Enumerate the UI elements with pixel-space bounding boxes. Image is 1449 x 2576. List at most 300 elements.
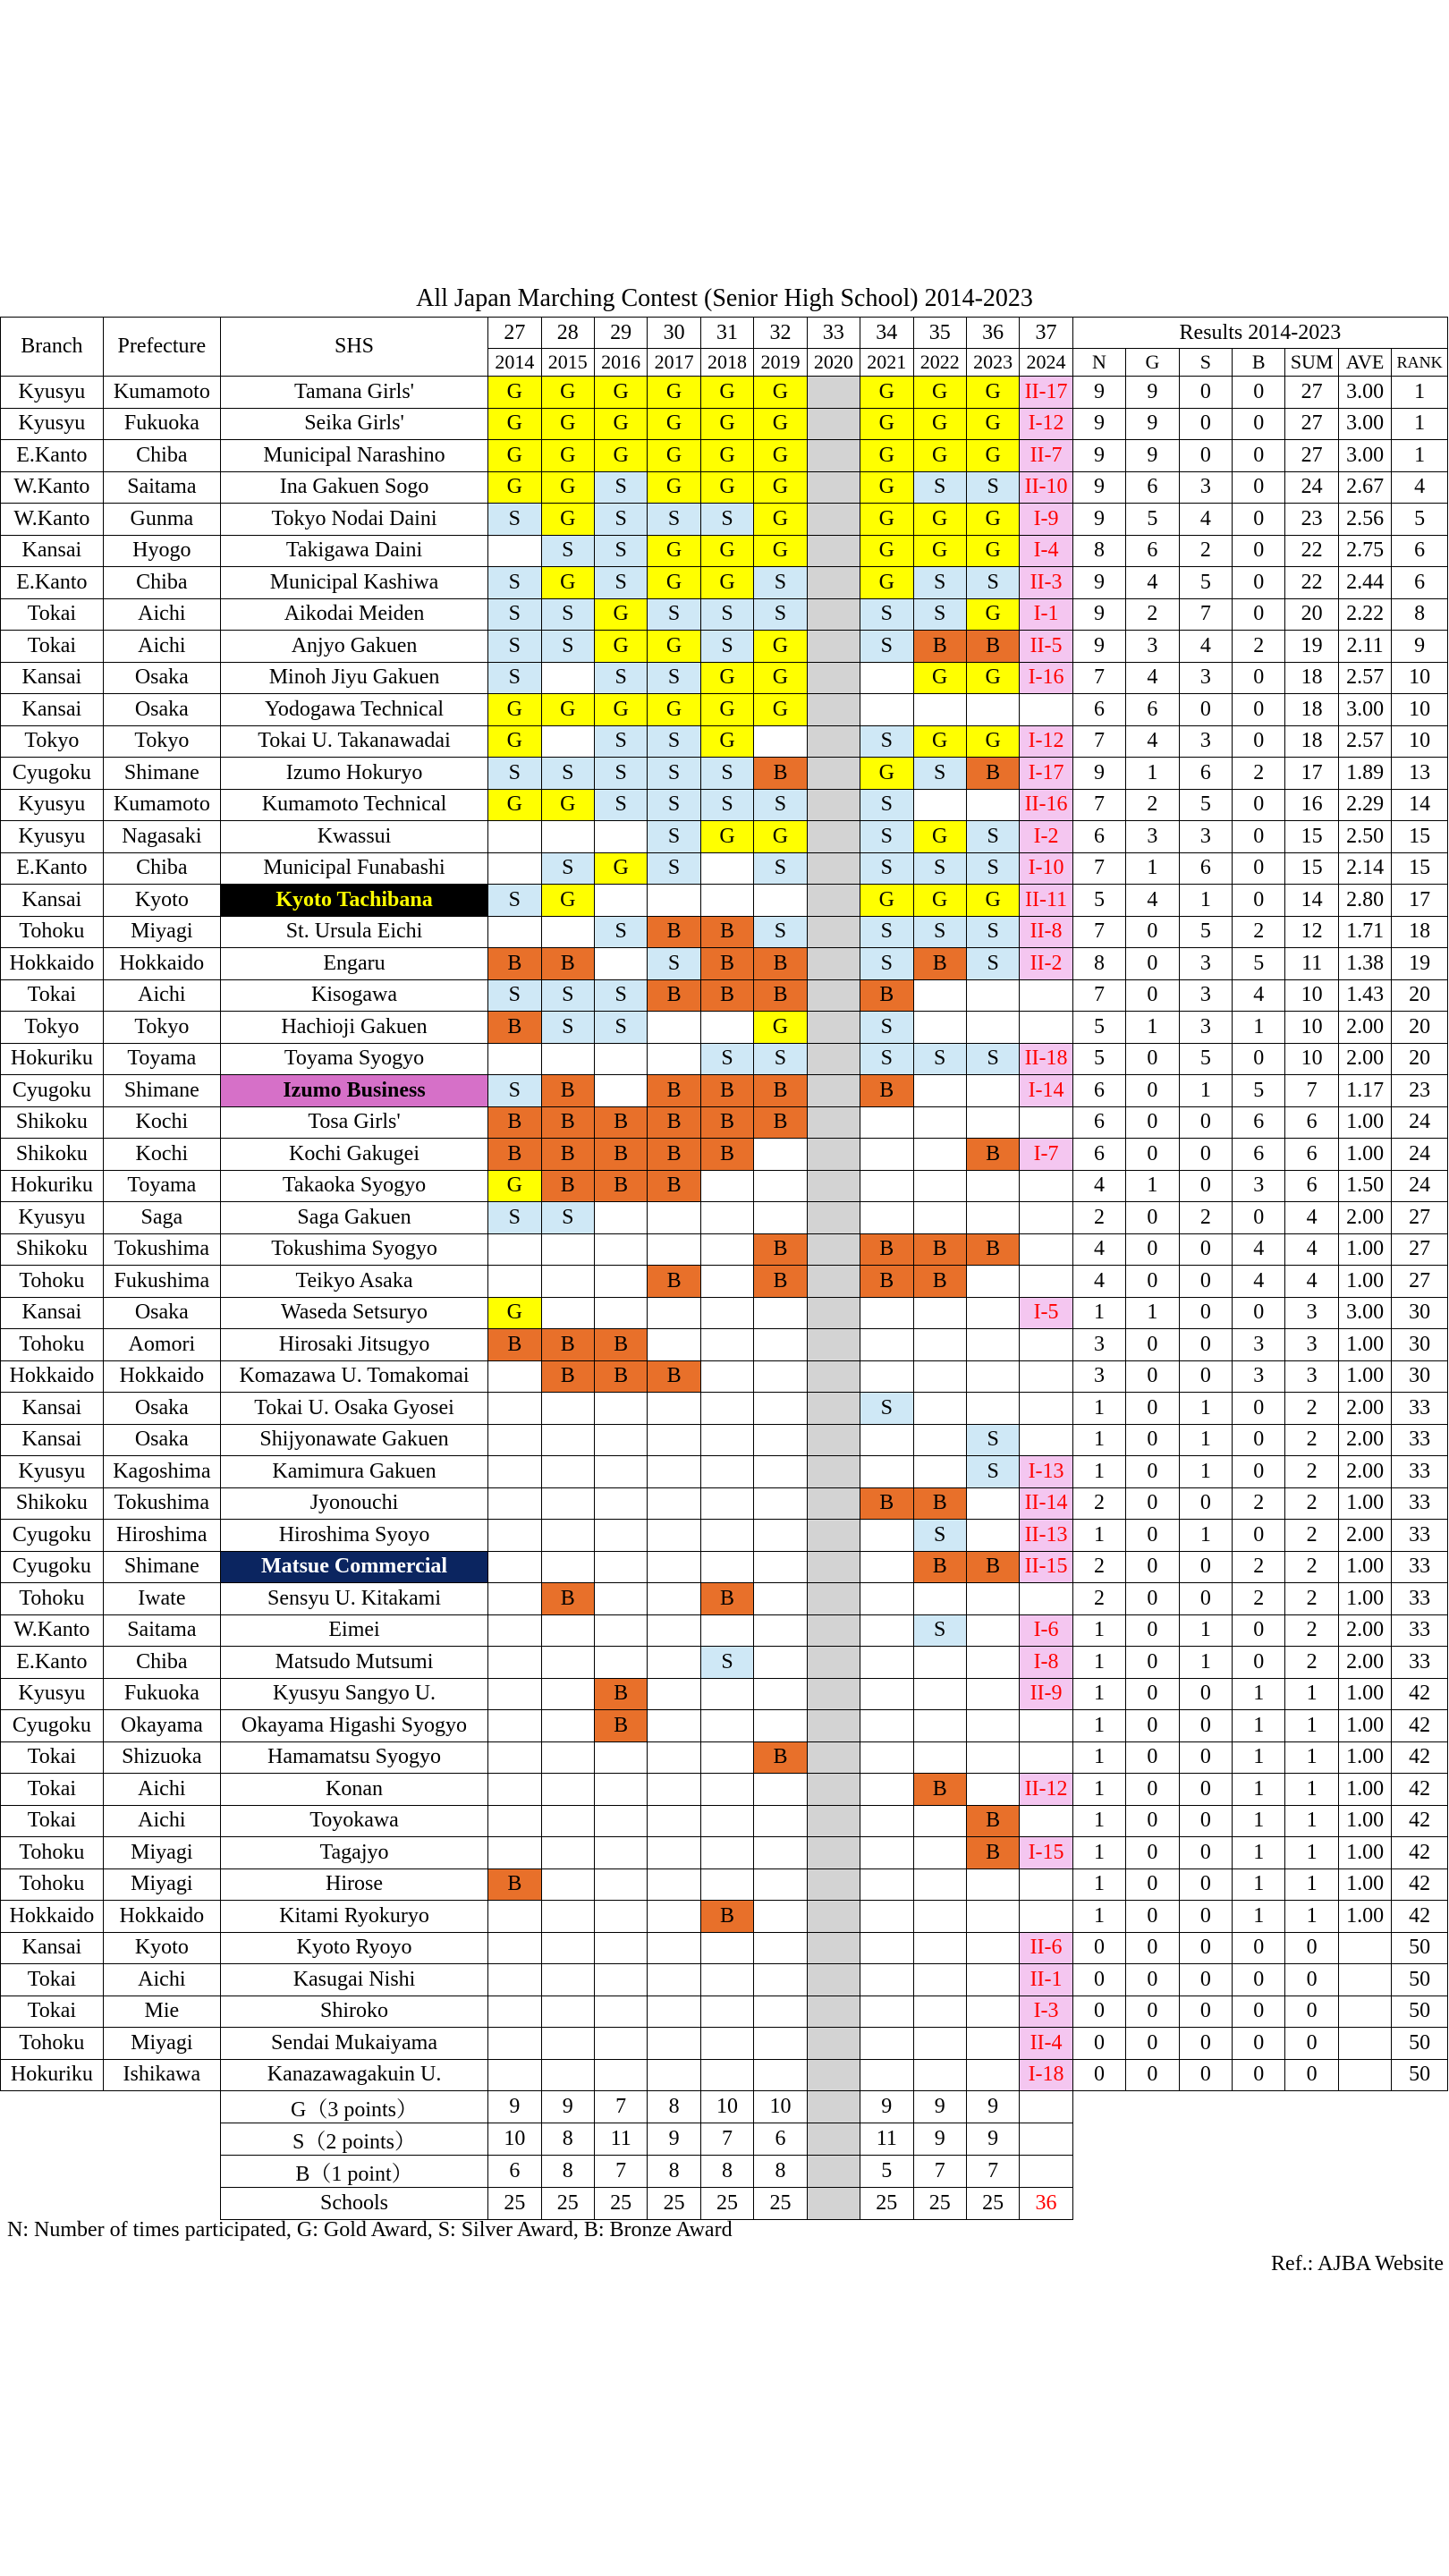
table-row bbox=[1, 1996, 1448, 2028]
header-stat-rank: RANK bbox=[1392, 349, 1448, 377]
stat-n-cell: 1 bbox=[1072, 1297, 1125, 1329]
award-cell: S bbox=[913, 916, 966, 948]
stat-g-cell: 0 bbox=[1126, 1964, 1179, 1996]
stat-rank-cell: 4 bbox=[1392, 471, 1448, 504]
table-row bbox=[1, 1393, 1448, 1425]
award-cell: B bbox=[594, 1106, 647, 1139]
stat-n-cell: 1 bbox=[1072, 1901, 1125, 1933]
stat-ave-cell bbox=[1338, 2059, 1391, 2091]
table-row bbox=[1, 979, 1448, 1012]
stat-g-cell: 0 bbox=[1126, 1583, 1179, 1615]
award-cell: G bbox=[913, 885, 966, 917]
entry-2024-cell: II-2 bbox=[1020, 948, 1072, 980]
header-year: 2016 bbox=[594, 349, 647, 377]
award-cell bbox=[966, 1678, 1019, 1710]
stat-rank-cell: 10 bbox=[1392, 694, 1448, 726]
table-row bbox=[1, 535, 1448, 567]
stat-s-cell: 7 bbox=[1179, 598, 1232, 631]
entry-2024-cell: II-14 bbox=[1020, 1487, 1072, 1520]
table-row bbox=[1, 948, 1448, 980]
award-cell: G bbox=[913, 377, 966, 409]
award-cell: B bbox=[966, 1805, 1019, 1837]
stat-ave-cell: 2.00 bbox=[1338, 1393, 1391, 1425]
table-row bbox=[1, 662, 1448, 694]
stat-b-cell: 0 bbox=[1233, 408, 1285, 440]
stat-b-cell: 1 bbox=[1233, 1774, 1285, 1806]
award-cell bbox=[807, 1012, 860, 1044]
branch-cell: Tokai bbox=[1, 1774, 104, 1806]
entry-2024-cell bbox=[1020, 1233, 1072, 1266]
branch-cell: Kansai bbox=[1, 1932, 104, 1964]
stat-s-cell: 4 bbox=[1179, 631, 1232, 663]
entry-2024-cell: I-15 bbox=[1020, 1837, 1072, 1869]
award-cell bbox=[648, 885, 700, 917]
stat-rank-cell: 30 bbox=[1392, 1360, 1448, 1393]
award-cell bbox=[594, 1520, 647, 1552]
stat-ave-cell: 2.14 bbox=[1338, 852, 1391, 885]
award-cell: B bbox=[913, 1551, 966, 1583]
school-cell: Aikodai Meiden bbox=[220, 598, 487, 631]
stat-g-cell: 2 bbox=[1126, 789, 1179, 821]
stat-g-cell: 0 bbox=[1126, 1456, 1179, 1488]
totals-value bbox=[807, 2123, 860, 2156]
stat-n-cell: 1 bbox=[1072, 1868, 1125, 1901]
stat-ave-cell: 1.17 bbox=[1338, 1075, 1391, 1107]
award-cell bbox=[807, 535, 860, 567]
totals-value: 25 bbox=[754, 2188, 807, 2220]
stat-n-cell: 0 bbox=[1072, 2059, 1125, 2091]
award-cell bbox=[807, 1202, 860, 1234]
stat-b-cell: 0 bbox=[1233, 694, 1285, 726]
stat-sum-cell: 17 bbox=[1285, 758, 1338, 790]
stat-rank-cell: 33 bbox=[1392, 1520, 1448, 1552]
stat-ave-cell: 1.00 bbox=[1338, 1901, 1391, 1933]
award-cell: G bbox=[541, 885, 594, 917]
totals-row bbox=[1, 2188, 1448, 2220]
stat-ave-cell: 1.00 bbox=[1338, 1837, 1391, 1869]
award-cell: S bbox=[648, 948, 700, 980]
award-cell bbox=[966, 1932, 1019, 1964]
stat-b-cell: 2 bbox=[1233, 1487, 1285, 1520]
award-cell: G bbox=[860, 535, 913, 567]
entry-2024-cell: I-17 bbox=[1020, 758, 1072, 790]
award-cell: S bbox=[594, 725, 647, 758]
school-cell: Saga Gakuen bbox=[220, 1202, 487, 1234]
totals-value: 25 bbox=[966, 2188, 1019, 2220]
table-row bbox=[1, 821, 1448, 853]
award-cell bbox=[860, 694, 913, 726]
header-year: 2014 bbox=[488, 349, 541, 377]
award-cell bbox=[648, 1456, 700, 1488]
stat-n-cell: 2 bbox=[1072, 1202, 1125, 1234]
branch-cell: Hokuriku bbox=[1, 1170, 104, 1202]
award-cell: S bbox=[700, 789, 753, 821]
award-cell: B bbox=[700, 1106, 753, 1139]
award-cell bbox=[913, 1805, 966, 1837]
stat-g-cell: 9 bbox=[1126, 440, 1179, 472]
prefecture-cell: Shimane bbox=[103, 1551, 220, 1583]
school-cell: Hirose bbox=[220, 1868, 487, 1901]
award-cell: G bbox=[648, 471, 700, 504]
table-row bbox=[1, 567, 1448, 599]
award-cell bbox=[913, 1106, 966, 1139]
stat-rank-cell: 1 bbox=[1392, 440, 1448, 472]
table-row bbox=[1, 1106, 1448, 1139]
branch-cell: Kansai bbox=[1, 1424, 104, 1456]
stat-b-cell: 0 bbox=[1233, 567, 1285, 599]
totals-value: 11 bbox=[594, 2123, 647, 2156]
award-cell bbox=[913, 1456, 966, 1488]
school-cell: Kisogawa bbox=[220, 979, 487, 1012]
stat-rank-cell: 6 bbox=[1392, 567, 1448, 599]
award-cell bbox=[754, 1139, 807, 1171]
stat-n-cell: 6 bbox=[1072, 1075, 1125, 1107]
award-cell: S bbox=[700, 598, 753, 631]
award-cell bbox=[488, 1837, 541, 1869]
stat-sum-cell: 0 bbox=[1285, 1996, 1338, 2028]
award-cell: G bbox=[913, 440, 966, 472]
award-cell bbox=[807, 1614, 860, 1647]
award-cell bbox=[488, 1424, 541, 1456]
award-cell: B bbox=[754, 1075, 807, 1107]
blank-cell bbox=[1, 2091, 221, 2123]
award-cell: G bbox=[488, 789, 541, 821]
award-cell bbox=[541, 1964, 594, 1996]
award-cell bbox=[966, 1583, 1019, 1615]
stat-ave-cell: 1.00 bbox=[1338, 1106, 1391, 1139]
stat-n-cell: 1 bbox=[1072, 1678, 1125, 1710]
award-cell: S bbox=[754, 916, 807, 948]
award-cell bbox=[541, 821, 594, 853]
award-cell: S bbox=[860, 852, 913, 885]
award-cell: S bbox=[860, 1043, 913, 1075]
totals-value: 7 bbox=[700, 2123, 753, 2156]
award-cell bbox=[648, 1233, 700, 1266]
stat-s-cell: 0 bbox=[1179, 694, 1232, 726]
stat-sum-cell: 6 bbox=[1285, 1139, 1338, 1171]
table-row bbox=[1, 1202, 1448, 1234]
award-cell bbox=[541, 1647, 594, 1679]
award-cell bbox=[594, 1551, 647, 1583]
blank-cell bbox=[1, 2156, 221, 2188]
award-cell: G bbox=[488, 1170, 541, 1202]
stat-g-cell: 1 bbox=[1126, 1297, 1179, 1329]
award-cell: G bbox=[966, 662, 1019, 694]
award-cell bbox=[807, 567, 860, 599]
award-cell bbox=[913, 789, 966, 821]
stat-rank-cell: 27 bbox=[1392, 1202, 1448, 1234]
stat-g-cell: 0 bbox=[1126, 1233, 1179, 1266]
school-cell: Seika Girls' bbox=[220, 408, 487, 440]
award-cell bbox=[966, 1202, 1019, 1234]
award-cell bbox=[913, 1710, 966, 1742]
branch-cell: Kansai bbox=[1, 535, 104, 567]
stat-sum-cell: 12 bbox=[1285, 916, 1338, 948]
award-cell: S bbox=[966, 948, 1019, 980]
award-cell: B bbox=[541, 1139, 594, 1171]
table-row bbox=[1, 885, 1448, 917]
stat-n-cell: 8 bbox=[1072, 535, 1125, 567]
award-cell: S bbox=[966, 852, 1019, 885]
stat-rank-cell: 42 bbox=[1392, 1805, 1448, 1837]
award-cell: S bbox=[488, 567, 541, 599]
prefecture-cell: Hyogo bbox=[103, 535, 220, 567]
stat-ave-cell: 2.22 bbox=[1338, 598, 1391, 631]
award-cell: S bbox=[860, 821, 913, 853]
stat-n-cell: 1 bbox=[1072, 1741, 1125, 1774]
award-cell bbox=[807, 916, 860, 948]
award-cell bbox=[966, 789, 1019, 821]
table-row bbox=[1, 1901, 1448, 1933]
stat-sum-cell: 4 bbox=[1285, 1266, 1338, 1298]
entry-2024-cell: II-11 bbox=[1020, 885, 1072, 917]
prefecture-cell: Kumamoto bbox=[103, 789, 220, 821]
stat-s-cell: 3 bbox=[1179, 662, 1232, 694]
stat-ave-cell: 1.50 bbox=[1338, 1170, 1391, 1202]
stat-b-cell: 1 bbox=[1233, 1678, 1285, 1710]
table-row bbox=[1, 408, 1448, 440]
award-cell: B bbox=[594, 1170, 647, 1202]
award-cell: G bbox=[700, 377, 753, 409]
award-cell bbox=[807, 1266, 860, 1298]
award-cell: B bbox=[860, 1266, 913, 1298]
stat-n-cell: 6 bbox=[1072, 1106, 1125, 1139]
award-cell bbox=[700, 1837, 753, 1869]
stat-rank-cell: 27 bbox=[1392, 1266, 1448, 1298]
award-cell bbox=[966, 2028, 1019, 2060]
stat-sum-cell: 1 bbox=[1285, 1774, 1338, 1806]
award-cell: S bbox=[860, 948, 913, 980]
award-cell bbox=[860, 1170, 913, 1202]
award-totals bbox=[1, 2091, 1448, 2220]
table-row bbox=[1, 1043, 1448, 1075]
totals-value: 8 bbox=[648, 2156, 700, 2188]
award-cell: S bbox=[913, 1043, 966, 1075]
stat-sum-cell: 1 bbox=[1285, 1837, 1338, 1869]
stat-b-cell: 0 bbox=[1233, 885, 1285, 917]
stat-g-cell: 1 bbox=[1126, 1170, 1179, 1202]
award-cell bbox=[754, 1170, 807, 1202]
stat-rank-cell: 42 bbox=[1392, 1710, 1448, 1742]
totals-value: 8 bbox=[648, 2091, 700, 2123]
stat-ave-cell: 1.00 bbox=[1338, 1360, 1391, 1393]
award-cell: S bbox=[966, 1456, 1019, 1488]
award-cell bbox=[807, 1456, 860, 1488]
award-cell bbox=[807, 1551, 860, 1583]
award-cell bbox=[488, 1805, 541, 1837]
award-cell: S bbox=[860, 725, 913, 758]
award-cell: S bbox=[594, 1012, 647, 1044]
award-cell: G bbox=[966, 535, 1019, 567]
award-cell: S bbox=[648, 504, 700, 536]
award-cell bbox=[488, 1456, 541, 1488]
stat-s-cell: 1 bbox=[1179, 1456, 1232, 1488]
prefecture-cell: Miyagi bbox=[103, 2028, 220, 2060]
entry-2024-cell: II-3 bbox=[1020, 567, 1072, 599]
award-cell: G bbox=[541, 567, 594, 599]
stat-g-cell: 0 bbox=[1126, 1360, 1179, 1393]
header-branch: Branch bbox=[1, 318, 104, 377]
award-cell bbox=[700, 1266, 753, 1298]
school-cell: Kyoto Tachibana bbox=[220, 885, 487, 917]
award-cell: G bbox=[754, 377, 807, 409]
stat-g-cell: 0 bbox=[1126, 1106, 1179, 1139]
stat-s-cell: 0 bbox=[1179, 440, 1232, 472]
stat-rank-cell: 33 bbox=[1392, 1456, 1448, 1488]
stat-rank-cell: 15 bbox=[1392, 821, 1448, 853]
award-cell: S bbox=[488, 598, 541, 631]
award-cell: B bbox=[700, 1583, 753, 1615]
entry-2024-cell bbox=[1020, 1741, 1072, 1774]
award-cell bbox=[648, 2059, 700, 2091]
award-cell bbox=[594, 948, 647, 980]
stat-n-cell: 1 bbox=[1072, 1424, 1125, 1456]
award-cell: G bbox=[966, 377, 1019, 409]
award-cell bbox=[700, 1932, 753, 1964]
award-cell: S bbox=[754, 789, 807, 821]
award-cell bbox=[913, 1424, 966, 1456]
stat-b-cell: 0 bbox=[1233, 1932, 1285, 1964]
award-cell bbox=[913, 1583, 966, 1615]
stat-b-cell: 0 bbox=[1233, 1297, 1285, 1329]
award-cell bbox=[754, 1393, 807, 1425]
award-cell: G bbox=[488, 440, 541, 472]
stat-n-cell: 9 bbox=[1072, 758, 1125, 790]
entry-2024-cell: I-12 bbox=[1020, 725, 1072, 758]
stat-sum-cell: 7 bbox=[1285, 1075, 1338, 1107]
stat-sum-cell: 24 bbox=[1285, 471, 1338, 504]
stat-b-cell: 0 bbox=[1233, 1647, 1285, 1679]
stat-b-cell: 1 bbox=[1233, 1741, 1285, 1774]
header-year: 2015 bbox=[541, 349, 594, 377]
stat-sum-cell: 2 bbox=[1285, 1487, 1338, 1520]
award-cell bbox=[700, 1360, 753, 1393]
stat-rank-cell: 18 bbox=[1392, 916, 1448, 948]
award-cell bbox=[807, 1805, 860, 1837]
award-cell bbox=[488, 1932, 541, 1964]
award-cell bbox=[488, 1583, 541, 1615]
award-cell: B bbox=[648, 979, 700, 1012]
stat-ave-cell: 3.00 bbox=[1338, 694, 1391, 726]
stat-rank-cell: 42 bbox=[1392, 1741, 1448, 1774]
award-cell bbox=[913, 1678, 966, 1710]
school-cell: Municipal Narashino bbox=[220, 440, 487, 472]
award-cell bbox=[541, 1805, 594, 1837]
header-row-contest bbox=[1, 318, 1448, 349]
award-cell bbox=[594, 885, 647, 917]
stat-g-cell: 4 bbox=[1126, 662, 1179, 694]
award-cell bbox=[488, 1043, 541, 1075]
table-row bbox=[1, 1741, 1448, 1774]
award-cell: G bbox=[488, 725, 541, 758]
award-cell bbox=[913, 1996, 966, 2028]
branch-cell: Tokai bbox=[1, 1964, 104, 1996]
award-cell bbox=[913, 1075, 966, 1107]
award-cell: S bbox=[488, 758, 541, 790]
award-cell bbox=[966, 1647, 1019, 1679]
stat-ave-cell: 2.00 bbox=[1338, 1520, 1391, 1552]
stat-sum-cell: 3 bbox=[1285, 1329, 1338, 1361]
stat-ave-cell bbox=[1338, 2028, 1391, 2060]
totals-row bbox=[1, 2123, 1448, 2156]
stat-g-cell: 0 bbox=[1126, 1647, 1179, 1679]
award-cell: G bbox=[913, 535, 966, 567]
entry-2024-cell bbox=[1020, 1868, 1072, 1901]
school-cell: Hirosaki Jitsugyo bbox=[220, 1329, 487, 1361]
table-row bbox=[1, 789, 1448, 821]
stat-b-cell: 0 bbox=[1233, 440, 1285, 472]
award-cell: B bbox=[594, 1678, 647, 1710]
award-cell bbox=[807, 1360, 860, 1393]
award-cell bbox=[807, 1170, 860, 1202]
stat-g-cell: 0 bbox=[1126, 1774, 1179, 1806]
stat-rank-cell: 8 bbox=[1392, 598, 1448, 631]
stat-s-cell: 0 bbox=[1179, 1266, 1232, 1298]
stat-n-cell: 7 bbox=[1072, 662, 1125, 694]
prefecture-cell: Fukuoka bbox=[103, 408, 220, 440]
stat-ave-cell: 2.29 bbox=[1338, 789, 1391, 821]
branch-cell: Kyusyu bbox=[1, 377, 104, 409]
table-row bbox=[1, 694, 1448, 726]
totals-value: 11 bbox=[860, 2123, 913, 2156]
award-cell bbox=[860, 1106, 913, 1139]
stat-rank-cell: 1 bbox=[1392, 408, 1448, 440]
prefecture-cell: Osaka bbox=[103, 1424, 220, 1456]
award-cell bbox=[700, 1710, 753, 1742]
prefecture-cell: Osaka bbox=[103, 662, 220, 694]
award-cell: G bbox=[488, 471, 541, 504]
award-cell: G bbox=[860, 567, 913, 599]
table-row bbox=[1, 1139, 1448, 1171]
stat-n-cell: 4 bbox=[1072, 1170, 1125, 1202]
award-cell bbox=[754, 1487, 807, 1520]
totals-value: 25 bbox=[488, 2188, 541, 2220]
award-cell: S bbox=[541, 598, 594, 631]
school-cell: Shiroko bbox=[220, 1996, 487, 2028]
award-cell: B bbox=[541, 1360, 594, 1393]
header-contest-number: 32 bbox=[754, 318, 807, 349]
stat-ave-cell: 2.67 bbox=[1338, 471, 1391, 504]
stat-n-cell: 8 bbox=[1072, 948, 1125, 980]
stat-g-cell: 0 bbox=[1126, 2059, 1179, 2091]
award-cell: B bbox=[913, 1266, 966, 1298]
award-cell bbox=[913, 1012, 966, 1044]
stat-ave-cell: 2.44 bbox=[1338, 567, 1391, 599]
stat-s-cell: 0 bbox=[1179, 1297, 1232, 1329]
award-cell: S bbox=[700, 1647, 753, 1679]
award-cell: S bbox=[488, 1202, 541, 1234]
award-cell: G bbox=[648, 377, 700, 409]
award-cell: G bbox=[700, 821, 753, 853]
award-cell bbox=[594, 1424, 647, 1456]
stat-sum-cell: 15 bbox=[1285, 821, 1338, 853]
table-row bbox=[1, 1868, 1448, 1901]
award-cell bbox=[541, 1710, 594, 1742]
stat-sum-cell: 6 bbox=[1285, 1106, 1338, 1139]
award-cell: G bbox=[913, 662, 966, 694]
totals-row bbox=[1, 2156, 1448, 2188]
award-cell bbox=[966, 1487, 1019, 1520]
award-cell bbox=[860, 2028, 913, 2060]
prefecture-cell: Fukuoka bbox=[103, 1678, 220, 1710]
blank-cell bbox=[1, 2123, 221, 2156]
award-cell bbox=[700, 1393, 753, 1425]
stat-g-cell: 0 bbox=[1126, 1520, 1179, 1552]
stat-ave-cell: 2.00 bbox=[1338, 1647, 1391, 1679]
stat-g-cell: 4 bbox=[1126, 567, 1179, 599]
award-cell bbox=[913, 1647, 966, 1679]
award-cell bbox=[807, 1964, 860, 1996]
